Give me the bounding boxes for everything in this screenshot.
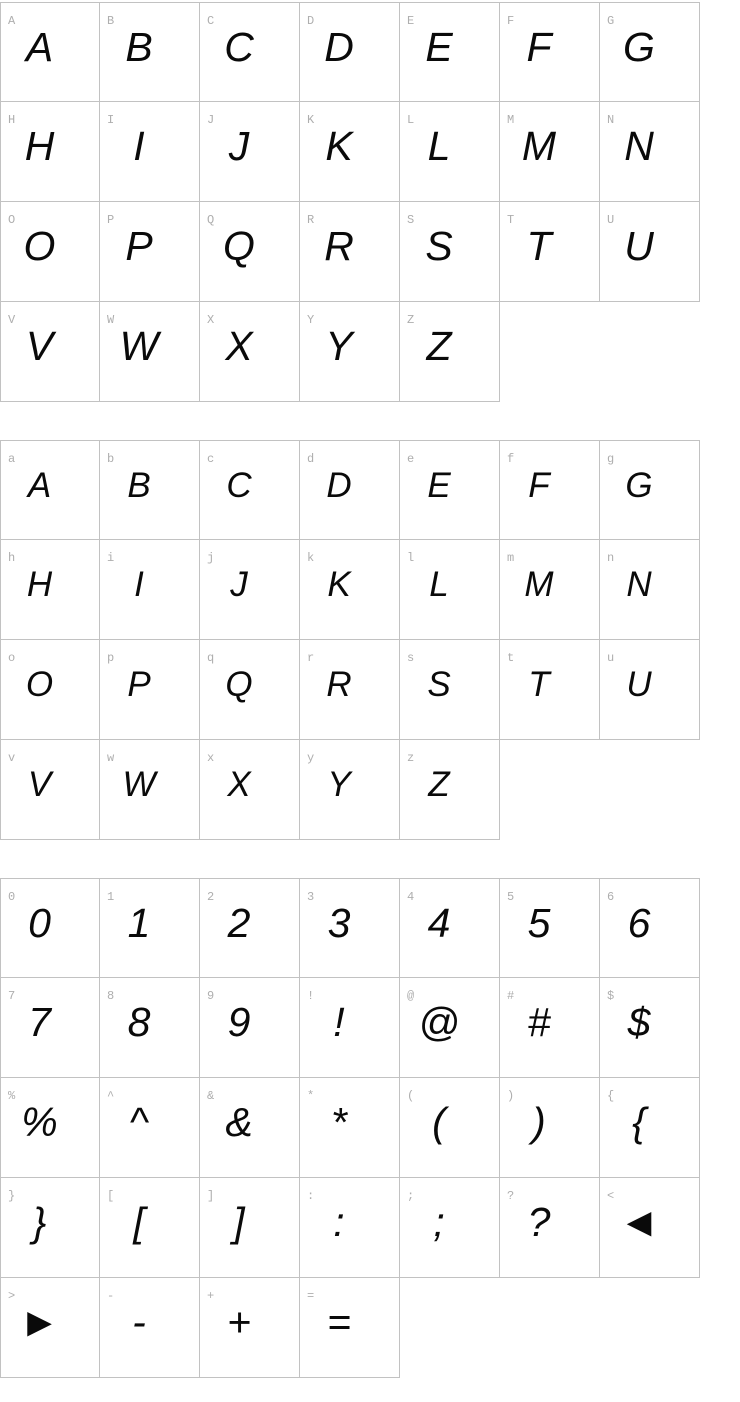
glyph-cell-label: 5	[507, 890, 515, 904]
glyph-cell-label: 7	[8, 989, 16, 1003]
glyph-cell-label: v	[8, 751, 16, 765]
glyph-cell	[300, 202, 400, 302]
glyph-preview: W	[119, 323, 159, 369]
glyph-cell-label: #	[507, 989, 515, 1003]
glyph-cell-label: H	[8, 113, 16, 127]
glyph-cell	[300, 640, 400, 740]
glyph-preview: *	[331, 1099, 347, 1145]
glyph-preview: W	[122, 765, 156, 804]
glyph-preview: +	[227, 1299, 251, 1345]
glyph-cell	[100, 1278, 200, 1378]
glyph-preview: J	[230, 565, 248, 604]
glyph-preview: ^	[129, 1099, 149, 1145]
glyph-preview: 6	[627, 899, 651, 946]
glyph-cell-label: [	[107, 1189, 115, 1203]
glyph-cell	[200, 2, 300, 102]
glyph-preview: O	[23, 223, 56, 269]
charmap-row	[0, 302, 740, 402]
glyph-cell-label: =	[307, 1289, 315, 1303]
glyph-cell	[200, 202, 300, 302]
glyph-preview: X	[227, 765, 251, 804]
glyph-preview: K	[327, 565, 351, 604]
glyph-cell	[0, 878, 100, 978]
glyph-cell-label: d	[307, 452, 315, 466]
glyph-preview: -	[132, 1299, 146, 1345]
glyph-cell	[300, 540, 400, 640]
glyph-preview: P	[125, 223, 153, 269]
glyph-preview: Y	[325, 323, 353, 369]
glyph-cell	[400, 540, 500, 640]
glyph-cell-label: -	[107, 1289, 115, 1303]
glyph-preview: R	[324, 223, 354, 269]
glyph-cell	[500, 978, 600, 1078]
glyph-cell	[400, 978, 500, 1078]
glyph-cell	[200, 978, 300, 1078]
glyph-preview: ►	[19, 1299, 60, 1345]
glyph-cell-label: 0	[8, 890, 16, 904]
glyph-cell	[100, 1078, 200, 1178]
glyph-cell-label: t	[507, 651, 515, 665]
glyph-cell-label: e	[407, 452, 415, 466]
glyph-cell	[200, 878, 300, 978]
glyph-cell	[400, 202, 500, 302]
glyph-preview: A	[27, 465, 52, 505]
glyph-cell	[100, 978, 200, 1078]
glyph-cell-label: L	[407, 113, 415, 127]
glyph-cell	[0, 102, 100, 202]
glyph-cell	[600, 102, 700, 202]
glyph-cell-label: N	[607, 113, 615, 127]
glyph-cell	[600, 878, 700, 978]
glyph-cell	[600, 202, 700, 302]
glyph-preview: (	[432, 1099, 446, 1145]
glyph-cell	[100, 440, 200, 540]
glyph-preview: M	[524, 565, 554, 604]
glyph-cell	[400, 1078, 500, 1178]
glyph-cell-label: C	[207, 14, 215, 28]
glyph-preview: ?	[527, 1199, 551, 1245]
glyph-cell	[200, 440, 300, 540]
glyph-cell	[0, 2, 100, 102]
glyph-cell-label: {	[607, 1089, 615, 1103]
glyph-cell	[600, 640, 700, 740]
glyph-cell-label: Z	[407, 313, 415, 327]
glyph-cell-label: A	[8, 14, 16, 28]
glyph-cell	[0, 1278, 100, 1378]
glyph-cell	[300, 440, 400, 540]
glyph-cell-label: 9	[207, 989, 215, 1003]
glyph-preview: F	[528, 465, 550, 505]
glyph-cell-label: a	[8, 452, 16, 466]
glyph-cell-label: n	[607, 551, 615, 565]
glyph-cell	[500, 2, 600, 102]
charmap-row	[0, 1078, 740, 1178]
glyph-cell	[0, 978, 100, 1078]
glyph-cell	[100, 740, 200, 840]
glyph-preview: I	[133, 123, 145, 169]
glyph-preview: N	[626, 565, 652, 604]
charmap-row	[0, 878, 740, 978]
glyph-preview: ;	[433, 1199, 445, 1245]
glyph-cell-label: f	[507, 452, 515, 466]
glyph-cell	[200, 1278, 300, 1378]
glyph-cell-label: &	[207, 1089, 215, 1103]
glyph-cell	[400, 302, 500, 402]
glyph-preview: {	[632, 1099, 646, 1145]
glyph-preview: 4	[427, 899, 451, 946]
charmap-row	[0, 102, 740, 202]
glyph-cell	[400, 640, 500, 740]
glyph-cell	[500, 640, 600, 740]
glyph-cell-label: 4	[407, 890, 415, 904]
glyph-preview: @	[418, 999, 460, 1045]
glyph-cell-label: (	[407, 1089, 415, 1103]
glyph-cell-label: ;	[407, 1189, 415, 1203]
glyph-preview: V	[27, 765, 52, 804]
glyph-cell	[300, 878, 400, 978]
glyph-cell-label: U	[607, 213, 615, 227]
glyph-cell	[0, 540, 100, 640]
glyph-cell	[300, 1278, 400, 1378]
charmap-row	[0, 202, 740, 302]
glyph-cell	[400, 878, 500, 978]
glyph-preview: $	[627, 999, 651, 1045]
glyph-cell-label: I	[107, 113, 115, 127]
glyph-cell	[200, 640, 300, 740]
glyph-preview: 1	[127, 899, 151, 946]
glyph-cell-label: ^	[107, 1089, 115, 1103]
glyph-cell-label: p	[107, 651, 115, 665]
glyph-cell	[400, 1178, 500, 1278]
glyph-cell-label: u	[607, 651, 615, 665]
glyph-cell-label: z	[407, 751, 415, 765]
glyph-preview: R	[326, 665, 352, 704]
glyph-cell-label: k	[307, 551, 315, 565]
uppercase-table	[0, 2, 740, 402]
glyph-cell	[100, 2, 200, 102]
glyph-preview: S	[427, 665, 451, 704]
charmap-row	[0, 740, 740, 840]
glyph-cell-label: ]	[207, 1189, 215, 1203]
glyph-preview: %	[21, 1099, 58, 1145]
glyph-preview: P	[127, 665, 151, 704]
glyph-preview: V	[25, 323, 54, 369]
charmap-row	[0, 1278, 740, 1378]
glyph-cell	[600, 1178, 700, 1278]
glyph-preview: E	[427, 465, 451, 505]
glyph-preview: H	[24, 123, 55, 169]
glyph-cell	[0, 440, 100, 540]
glyph-cell	[300, 102, 400, 202]
glyph-cell-label: K	[307, 113, 315, 127]
glyph-cell-label: T	[507, 213, 515, 227]
glyph-cell	[400, 102, 500, 202]
glyph-cell	[200, 1078, 300, 1178]
glyph-cell	[300, 1078, 400, 1178]
glyph-preview: M	[521, 123, 557, 169]
glyph-cell	[200, 1178, 300, 1278]
glyph-preview: D	[324, 23, 354, 70]
glyph-cell-label: E	[407, 14, 415, 28]
glyph-cell-label: X	[207, 313, 215, 327]
glyph-cell	[300, 978, 400, 1078]
glyph-cell-label: P	[107, 213, 115, 227]
glyph-preview: )	[532, 1099, 546, 1145]
glyph-preview: 2	[227, 899, 251, 946]
glyph-preview: T	[526, 223, 552, 269]
glyph-preview: Z	[428, 765, 450, 804]
glyph-preview: A	[25, 23, 54, 70]
glyph-cell	[400, 2, 500, 102]
glyph-cell-label: G	[607, 14, 615, 28]
glyph-cell	[0, 740, 100, 840]
glyph-preview: C	[224, 23, 254, 70]
glyph-cell	[200, 102, 300, 202]
glyph-preview: O	[25, 665, 54, 704]
glyph-cell-label: >	[8, 1289, 16, 1303]
lowercase-smallcaps-table	[0, 440, 740, 840]
glyph-cell-label: 6	[607, 890, 615, 904]
glyph-cell	[100, 102, 200, 202]
glyph-cell-label: D	[307, 14, 315, 28]
glyph-preview: G	[625, 465, 653, 505]
glyph-cell-label: c	[207, 452, 215, 466]
glyph-cell-label: ?	[507, 1189, 515, 1203]
charmap-row	[0, 1178, 740, 1278]
glyph-preview: L	[429, 565, 449, 604]
glyph-preview: B	[127, 465, 151, 505]
glyph-preview: J	[228, 123, 250, 169]
glyph-cell-label: W	[107, 313, 115, 327]
glyph-cell	[400, 440, 500, 540]
glyph-cell	[600, 978, 700, 1078]
glyph-cell	[500, 202, 600, 302]
glyph-cell	[0, 202, 100, 302]
glyph-preview: [	[133, 1199, 145, 1245]
glyph-cell-label: l	[407, 551, 415, 565]
glyph-cell-label: S	[407, 213, 415, 227]
glyph-cell	[300, 302, 400, 402]
glyph-preview: 5	[527, 899, 551, 946]
glyph-preview: X	[225, 323, 253, 369]
glyph-cell-label: s	[407, 651, 415, 665]
charmap-row	[0, 978, 740, 1078]
glyph-cell-label: O	[8, 213, 16, 227]
glyph-cell	[400, 740, 500, 840]
glyph-preview: S	[425, 223, 453, 269]
glyph-preview: Q	[223, 223, 255, 269]
glyph-cell	[500, 102, 600, 202]
glyph-cell-label: Q	[207, 213, 215, 227]
glyph-cell	[600, 1078, 700, 1178]
glyph-preview: 3	[327, 899, 351, 946]
charmap-row	[0, 2, 740, 102]
glyph-cell	[500, 878, 600, 978]
character-map-page	[0, 2, 740, 1378]
glyph-preview: :	[333, 1199, 345, 1245]
glyph-cell-label: j	[207, 551, 215, 565]
glyph-cell	[600, 540, 700, 640]
glyph-preview: F	[526, 23, 552, 70]
glyph-preview: =	[327, 1299, 351, 1345]
glyph-cell-label: %	[8, 1089, 16, 1103]
glyph-cell	[600, 440, 700, 540]
glyph-cell	[200, 540, 300, 640]
glyph-cell-label: :	[307, 1189, 315, 1203]
glyph-cell	[300, 1178, 400, 1278]
glyph-cell	[0, 640, 100, 740]
glyph-cell-label: 8	[107, 989, 115, 1003]
glyph-cell-label: !	[307, 989, 315, 1003]
charmap-row	[0, 540, 740, 640]
glyph-cell	[0, 1078, 100, 1178]
glyph-cell	[200, 740, 300, 840]
glyph-cell-label: h	[8, 551, 16, 565]
glyph-cell-label: i	[107, 551, 115, 565]
glyph-cell-label: 1	[107, 890, 115, 904]
glyph-cell	[100, 540, 200, 640]
glyph-cell-label: <	[607, 1189, 615, 1203]
glyph-cell-label: g	[607, 452, 615, 466]
glyph-cell-label: F	[507, 14, 515, 28]
charmap-row	[0, 640, 740, 740]
glyph-cell-label: M	[507, 113, 515, 127]
glyph-cell-label: m	[507, 551, 515, 565]
glyph-preview: E	[425, 23, 453, 70]
glyph-cell	[0, 302, 100, 402]
glyph-cell-label: )	[507, 1089, 515, 1103]
glyph-cell	[100, 878, 200, 978]
glyph-cell-label: b	[107, 452, 115, 466]
glyph-preview: D	[326, 465, 352, 505]
glyph-preview: T	[528, 665, 550, 704]
glyph-cell	[500, 540, 600, 640]
glyph-cell-label: w	[107, 751, 115, 765]
glyph-preview: }	[32, 1199, 47, 1245]
glyph-preview: 0	[28, 899, 51, 946]
glyph-cell	[600, 2, 700, 102]
glyph-preview: G	[623, 23, 655, 70]
glyph-cell-label: 3	[307, 890, 315, 904]
glyph-preview: !	[333, 999, 345, 1045]
glyph-cell-label: y	[307, 751, 315, 765]
glyph-preview: H	[26, 565, 53, 604]
glyph-cell	[100, 1178, 200, 1278]
glyph-cell-label: B	[107, 14, 115, 28]
glyph-preview: Q	[225, 665, 253, 704]
charmap-row	[0, 440, 740, 540]
glyph-preview: 7	[28, 999, 51, 1045]
glyph-cell-label: x	[207, 751, 215, 765]
glyph-cell-label: R	[307, 213, 315, 227]
glyph-cell-label: $	[607, 989, 615, 1003]
glyph-cell	[300, 740, 400, 840]
glyph-preview: Y	[327, 765, 351, 804]
glyph-preview: Z	[426, 323, 452, 369]
glyph-preview: C	[226, 465, 252, 505]
glyph-preview: 9	[227, 999, 251, 1045]
glyph-cell-label: q	[207, 651, 215, 665]
glyph-cell-label: V	[8, 313, 16, 327]
glyph-cell-label: J	[207, 113, 215, 127]
glyph-preview: ]	[233, 1199, 245, 1245]
glyph-preview: I	[134, 565, 144, 604]
glyph-preview: B	[125, 23, 153, 70]
glyph-preview: U	[626, 665, 652, 704]
glyph-cell	[100, 302, 200, 402]
glyph-cell	[200, 302, 300, 402]
glyph-preview: U	[624, 223, 654, 269]
glyph-cell-label: +	[207, 1289, 215, 1303]
glyph-preview: 8	[127, 999, 151, 1045]
glyph-cell-label: 2	[207, 890, 215, 904]
glyph-cell-label: r	[307, 651, 315, 665]
glyph-cell	[500, 440, 600, 540]
glyph-cell	[100, 202, 200, 302]
glyph-cell	[0, 1178, 100, 1278]
glyph-cell-label: *	[307, 1089, 315, 1103]
glyph-preview: N	[624, 123, 654, 169]
digits-symbols-table	[0, 878, 740, 1378]
glyph-cell-label: }	[8, 1189, 16, 1203]
glyph-preview: #	[527, 999, 551, 1045]
glyph-cell-label: @	[407, 989, 415, 1003]
glyph-cell	[300, 2, 400, 102]
glyph-cell-label: o	[8, 651, 16, 665]
glyph-cell	[100, 640, 200, 740]
glyph-preview: ◄	[618, 1199, 660, 1245]
glyph-cell	[500, 1178, 600, 1278]
glyph-cell	[500, 1078, 600, 1178]
glyph-cell-label: Y	[307, 313, 315, 327]
glyph-preview: K	[325, 123, 353, 169]
glyph-preview: L	[427, 123, 451, 169]
glyph-preview: &	[225, 1099, 253, 1145]
